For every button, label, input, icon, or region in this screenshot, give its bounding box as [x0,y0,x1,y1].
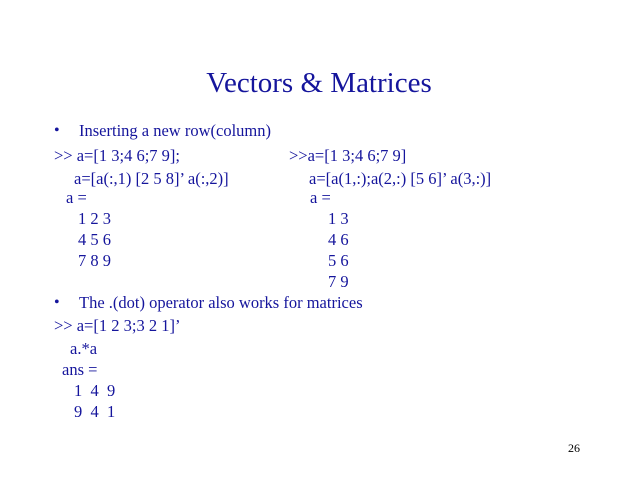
bullet-heading-dot-operator: The .(dot) operator also works for matrices [79,293,363,312]
matrix-row: 5 6 [328,251,349,270]
bullet-icon: • [54,294,60,311]
slide-title: Vectors & Matrices [206,67,432,99]
matrix-row: 4 6 [328,230,349,249]
code-line: a=[a(1,:);a(2,:) [5 6]’ a(3,:)] [309,169,492,188]
bullet-heading-insert-row: Inserting a new row(column) [79,121,271,140]
matrix-row: 1 3 [328,209,349,228]
matrix-row: 7 8 9 [78,251,111,270]
code-line: a = [310,188,331,207]
page-number: 26 [568,441,580,455]
code-line: >> a=[1 3;4 6;7 9]; [54,146,180,165]
matrix-row: 9 4 1 [74,402,116,421]
code-line: a.*a [70,339,98,358]
code-line: ans = [62,360,98,379]
bullet-icon: • [54,122,60,139]
code-line: a=[a(:,1) [2 5 8]’ a(:,2)] [74,169,229,188]
code-line: >> a=[1 2 3;3 2 1]’ [54,316,181,335]
code-line: a = [66,188,87,207]
matrix-row: 1 4 9 [74,381,116,400]
matrix-row: 1 2 3 [78,209,111,228]
code-line: >>a=[1 3;4 6;7 9] [289,146,407,165]
matrix-row: 7 9 [328,272,349,291]
matrix-row: 4 5 6 [78,230,111,249]
